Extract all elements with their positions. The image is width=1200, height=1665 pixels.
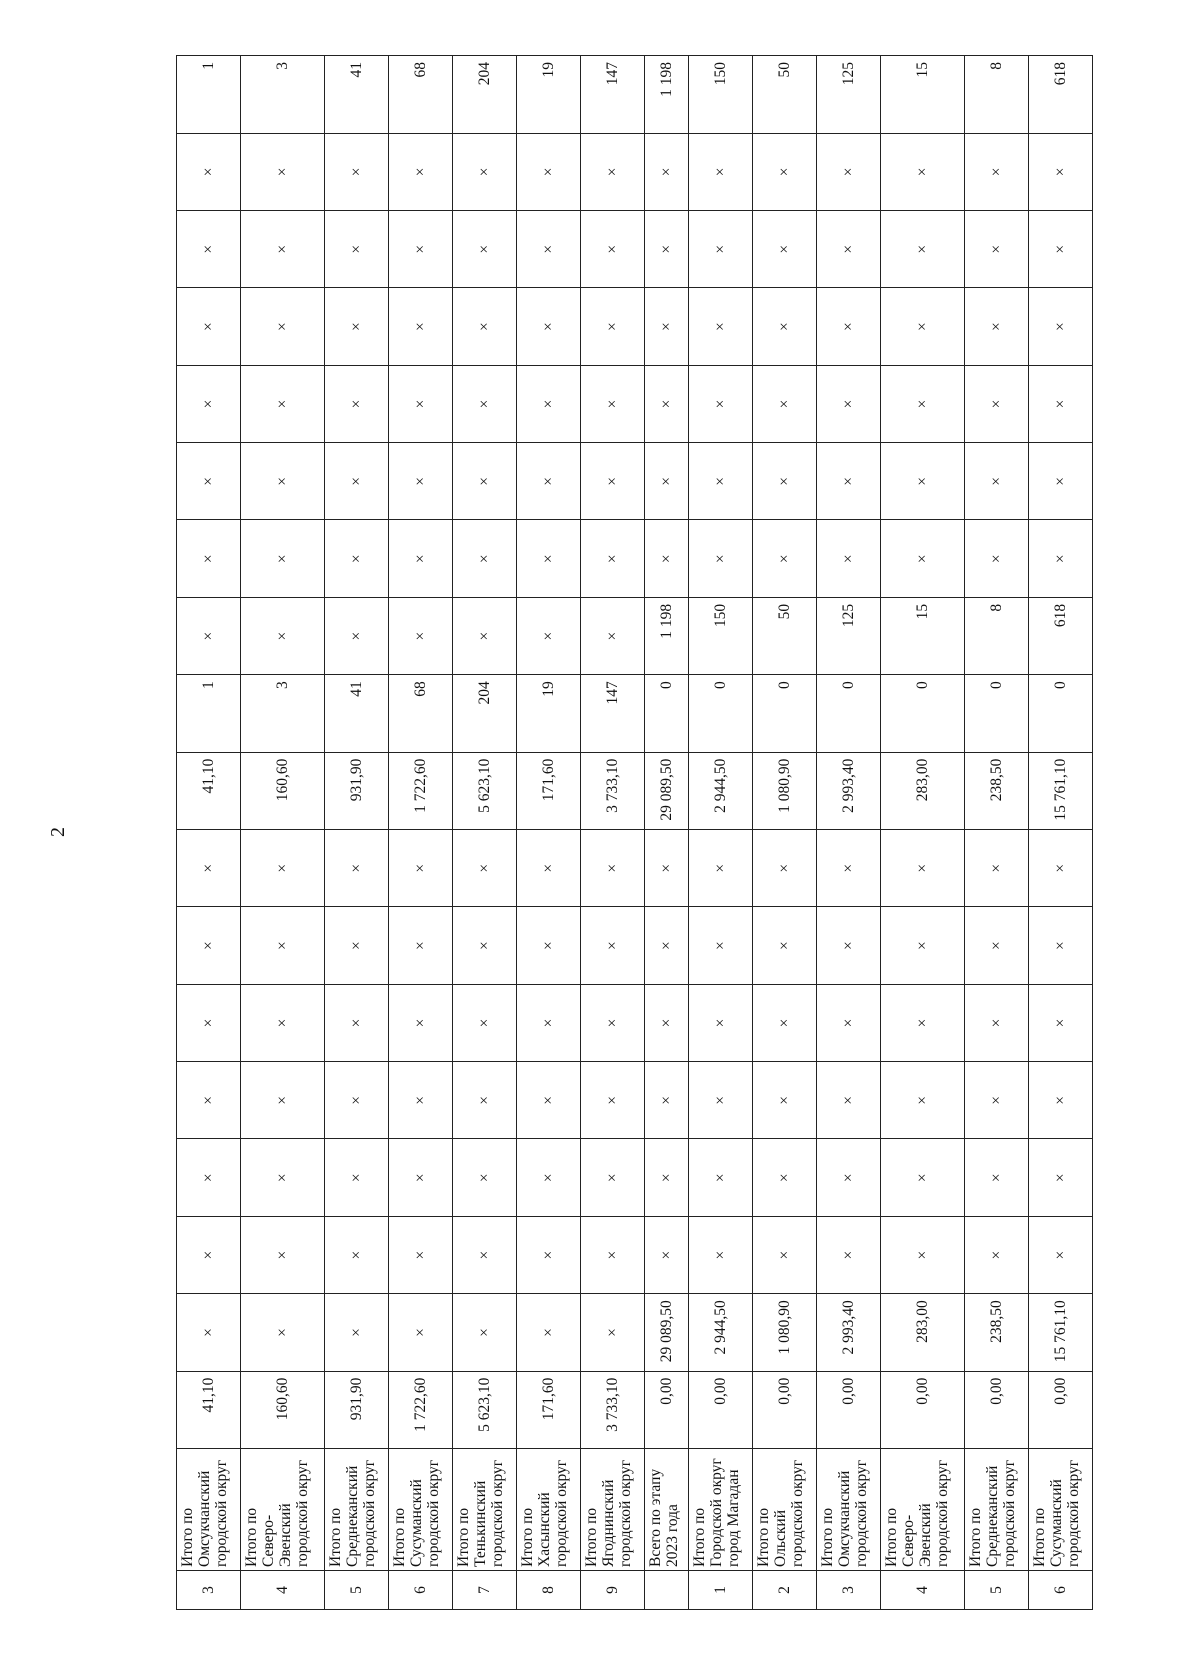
- value-cell: ×: [581, 830, 645, 907]
- value-cell: 618: [1028, 56, 1092, 134]
- value-cell: ×: [177, 907, 241, 984]
- data-table: [176, 55, 1093, 1610]
- value-cell: ×: [517, 1294, 581, 1371]
- value-cell: ×: [517, 443, 581, 520]
- value-cell: ×: [688, 520, 752, 597]
- value-cell: 0,00: [688, 1371, 752, 1448]
- value-cell: ×: [389, 597, 453, 674]
- value-cell: 15: [880, 597, 964, 674]
- value-cell: 68: [389, 56, 453, 134]
- value-cell: ×: [1028, 1062, 1092, 1139]
- value-cell: ×: [816, 907, 880, 984]
- value-cell: 3 733,10: [581, 1371, 645, 1448]
- value-cell: ×: [325, 1294, 389, 1371]
- district-name-cell: Всего по этапу 2023 года: [645, 1449, 689, 1571]
- value-cell: 41: [325, 56, 389, 134]
- value-cell: ×: [325, 597, 389, 674]
- value-cell: ×: [964, 133, 1028, 210]
- value-cell: ×: [816, 830, 880, 907]
- value-cell: ×: [688, 830, 752, 907]
- value-cell: 2 993,40: [816, 752, 880, 829]
- district-name-cell: Итого по Среднеканский городской округ: [964, 1449, 1028, 1571]
- value-cell: ×: [240, 907, 324, 984]
- value-cell: 2 944,50: [688, 752, 752, 829]
- table-row: [240, 56, 324, 1610]
- value-cell: ×: [645, 520, 689, 597]
- value-cell: 171,60: [517, 752, 581, 829]
- value-cell: ×: [880, 1062, 964, 1139]
- value-cell: ×: [389, 443, 453, 520]
- value-cell: 0: [964, 675, 1028, 752]
- value-cell: ×: [177, 1216, 241, 1293]
- value-cell: ×: [240, 443, 324, 520]
- value-cell: ×: [581, 520, 645, 597]
- row-number-cell: 9: [581, 1571, 645, 1610]
- row-number-cell: 6: [389, 1571, 453, 1610]
- value-cell: 8: [964, 56, 1028, 134]
- value-cell: ×: [517, 830, 581, 907]
- value-cell: ×: [688, 1216, 752, 1293]
- value-cell: ×: [752, 365, 816, 442]
- value-cell: ×: [453, 520, 517, 597]
- page-number: 2: [47, 827, 69, 837]
- value-cell: ×: [517, 1062, 581, 1139]
- value-cell: ×: [177, 597, 241, 674]
- value-cell: ×: [177, 830, 241, 907]
- value-cell: 0,00: [645, 1371, 689, 1448]
- value-cell: ×: [645, 830, 689, 907]
- value-cell: ×: [645, 1216, 689, 1293]
- value-cell: ×: [581, 365, 645, 442]
- value-cell: ×: [688, 1139, 752, 1216]
- rotated-table-container: [176, 55, 1093, 1610]
- value-cell: ×: [389, 133, 453, 210]
- row-number-cell: 4: [880, 1571, 964, 1610]
- value-cell: 41,10: [177, 1371, 241, 1448]
- value-cell: ×: [517, 1216, 581, 1293]
- value-cell: ×: [688, 288, 752, 365]
- value-cell: 0: [816, 675, 880, 752]
- value-cell: ×: [453, 1294, 517, 1371]
- value-cell: 283,00: [880, 752, 964, 829]
- value-cell: ×: [581, 288, 645, 365]
- value-cell: ×: [325, 1139, 389, 1216]
- value-cell: ×: [240, 1139, 324, 1216]
- value-cell: 15: [880, 56, 964, 134]
- value-cell: 0: [880, 675, 964, 752]
- district-name-cell: Итого по Сусуманский городской округ: [389, 1449, 453, 1571]
- value-cell: ×: [453, 443, 517, 520]
- value-cell: ×: [453, 211, 517, 288]
- value-cell: ×: [752, 907, 816, 984]
- value-cell: ×: [752, 1062, 816, 1139]
- value-cell: ×: [880, 520, 964, 597]
- value-cell: ×: [453, 597, 517, 674]
- table-row: [1028, 56, 1092, 1610]
- value-cell: ×: [752, 133, 816, 210]
- value-cell: ×: [581, 597, 645, 674]
- district-name-cell: Итого по Северо-Эвенский городской округ: [240, 1449, 324, 1571]
- value-cell: ×: [389, 288, 453, 365]
- value-cell: 150: [688, 56, 752, 134]
- value-cell: ×: [645, 1062, 689, 1139]
- row-number-cell: 7: [453, 1571, 517, 1610]
- value-cell: 0: [1028, 675, 1092, 752]
- table-row: [688, 56, 752, 1610]
- value-cell: ×: [1028, 288, 1092, 365]
- value-cell: ×: [880, 288, 964, 365]
- row-number-cell: 2: [752, 1571, 816, 1610]
- value-cell: ×: [389, 1216, 453, 1293]
- value-cell: 0: [688, 675, 752, 752]
- value-cell: ×: [581, 133, 645, 210]
- value-cell: ×: [816, 365, 880, 442]
- value-cell: ×: [240, 288, 324, 365]
- value-cell: 1 080,90: [752, 1294, 816, 1371]
- district-name-cell: Итого по Сусуманский городской округ: [1028, 1449, 1092, 1571]
- table-row: [517, 56, 581, 1610]
- value-cell: ×: [240, 984, 324, 1061]
- value-cell: ×: [1028, 133, 1092, 210]
- value-cell: 50: [752, 56, 816, 134]
- value-cell: ×: [177, 211, 241, 288]
- value-cell: ×: [964, 365, 1028, 442]
- value-cell: ×: [177, 984, 241, 1061]
- value-cell: ×: [752, 520, 816, 597]
- value-cell: ×: [453, 288, 517, 365]
- value-cell: ×: [389, 1062, 453, 1139]
- value-cell: ×: [517, 211, 581, 288]
- value-cell: ×: [240, 211, 324, 288]
- district-name-cell: Итого по Омсукчанский городской округ: [177, 1449, 241, 1571]
- value-cell: ×: [816, 443, 880, 520]
- value-cell: ×: [453, 365, 517, 442]
- value-cell: 15 761,10: [1028, 1294, 1092, 1371]
- value-cell: 238,50: [964, 752, 1028, 829]
- value-cell: ×: [688, 984, 752, 1061]
- table-row: [964, 56, 1028, 1610]
- value-cell: ×: [177, 443, 241, 520]
- row-number-cell: 5: [325, 1571, 389, 1610]
- value-cell: ×: [752, 1216, 816, 1293]
- value-cell: ×: [1028, 211, 1092, 288]
- value-cell: ×: [880, 830, 964, 907]
- value-cell: ×: [240, 365, 324, 442]
- value-cell: ×: [1028, 830, 1092, 907]
- value-cell: ×: [389, 211, 453, 288]
- value-cell: ×: [688, 211, 752, 288]
- value-cell: ×: [177, 520, 241, 597]
- value-cell: ×: [581, 443, 645, 520]
- value-cell: ×: [645, 443, 689, 520]
- value-cell: 283,00: [880, 1294, 964, 1371]
- row-number-cell: 8: [517, 1571, 581, 1610]
- value-cell: ×: [964, 984, 1028, 1061]
- value-cell: ×: [816, 520, 880, 597]
- value-cell: ×: [752, 288, 816, 365]
- value-cell: 0,00: [964, 1371, 1028, 1448]
- value-cell: ×: [325, 443, 389, 520]
- value-cell: 931,90: [325, 752, 389, 829]
- value-cell: ×: [325, 1216, 389, 1293]
- value-cell: ×: [752, 984, 816, 1061]
- value-cell: ×: [453, 1216, 517, 1293]
- value-cell: 2 944,50: [688, 1294, 752, 1371]
- value-cell: ×: [752, 211, 816, 288]
- value-cell: ×: [453, 830, 517, 907]
- value-cell: 150: [688, 597, 752, 674]
- value-cell: 171,60: [517, 1371, 581, 1448]
- row-number-cell: 3: [816, 1571, 880, 1610]
- value-cell: ×: [581, 907, 645, 984]
- value-cell: 5 623,10: [453, 1371, 517, 1448]
- value-cell: ×: [752, 443, 816, 520]
- value-cell: ×: [752, 1139, 816, 1216]
- district-name-cell: Итого по Среднеканский городской округ: [325, 1449, 389, 1571]
- value-cell: ×: [1028, 984, 1092, 1061]
- value-cell: ×: [389, 1139, 453, 1216]
- value-cell: ×: [688, 443, 752, 520]
- value-cell: 125: [816, 56, 880, 134]
- value-cell: 8: [964, 597, 1028, 674]
- value-cell: ×: [389, 830, 453, 907]
- value-cell: 29 089,50: [645, 1294, 689, 1371]
- value-cell: 0,00: [1028, 1371, 1092, 1448]
- value-cell: 50: [752, 597, 816, 674]
- value-cell: ×: [880, 1216, 964, 1293]
- value-cell: 2 993,40: [816, 1294, 880, 1371]
- value-cell: ×: [645, 907, 689, 984]
- value-cell: 68: [389, 675, 453, 752]
- row-number-cell: 4: [240, 1571, 324, 1610]
- value-cell: 0,00: [752, 1371, 816, 1448]
- value-cell: ×: [880, 365, 964, 442]
- value-cell: ×: [325, 984, 389, 1061]
- value-cell: ×: [453, 1062, 517, 1139]
- value-cell: 29 089,50: [645, 752, 689, 829]
- value-cell: ×: [581, 1062, 645, 1139]
- value-cell: ×: [688, 1062, 752, 1139]
- row-number-cell: 3: [177, 1571, 241, 1610]
- value-cell: 238,50: [964, 1294, 1028, 1371]
- value-cell: 0: [645, 675, 689, 752]
- value-cell: ×: [964, 443, 1028, 520]
- district-name-cell: Итого по Ягоднинский городской округ: [581, 1449, 645, 1571]
- value-cell: ×: [581, 211, 645, 288]
- value-cell: ×: [964, 1216, 1028, 1293]
- row-number-cell: 6: [1028, 1571, 1092, 1610]
- value-cell: ×: [240, 830, 324, 907]
- value-cell: ×: [517, 597, 581, 674]
- value-cell: ×: [240, 1062, 324, 1139]
- value-cell: 204: [453, 675, 517, 752]
- value-cell: 1: [177, 56, 241, 134]
- value-cell: ×: [177, 1062, 241, 1139]
- value-cell: 19: [517, 56, 581, 134]
- value-cell: ×: [816, 984, 880, 1061]
- table-row: [177, 56, 241, 1610]
- district-name-cell: Итого по Северо-Эвенский городской округ: [880, 1449, 964, 1571]
- value-cell: ×: [517, 1139, 581, 1216]
- value-cell: 618: [1028, 597, 1092, 674]
- value-cell: 160,60: [240, 1371, 324, 1448]
- value-cell: ×: [581, 984, 645, 1061]
- value-cell: ×: [880, 984, 964, 1061]
- value-cell: ×: [325, 288, 389, 365]
- value-cell: ×: [964, 211, 1028, 288]
- value-cell: ×: [964, 520, 1028, 597]
- value-cell: ×: [645, 984, 689, 1061]
- value-cell: ×: [325, 907, 389, 984]
- value-cell: ×: [453, 907, 517, 984]
- value-cell: ×: [1028, 1139, 1092, 1216]
- value-cell: ×: [964, 1062, 1028, 1139]
- value-cell: ×: [240, 597, 324, 674]
- value-cell: 125: [816, 597, 880, 674]
- value-cell: 1 198: [645, 597, 689, 674]
- value-cell: ×: [816, 133, 880, 210]
- value-cell: ×: [688, 907, 752, 984]
- value-cell: ×: [645, 211, 689, 288]
- value-cell: ×: [880, 443, 964, 520]
- value-cell: 41: [325, 675, 389, 752]
- value-cell: ×: [964, 1139, 1028, 1216]
- value-cell: ×: [389, 984, 453, 1061]
- value-cell: ×: [816, 1062, 880, 1139]
- value-cell: ×: [581, 1216, 645, 1293]
- value-cell: ×: [816, 1216, 880, 1293]
- table-row: [816, 56, 880, 1610]
- value-cell: ×: [517, 133, 581, 210]
- value-cell: ×: [1028, 365, 1092, 442]
- value-cell: ×: [453, 133, 517, 210]
- table-row: [581, 56, 645, 1610]
- value-cell: ×: [816, 288, 880, 365]
- row-number-cell: 5: [964, 1571, 1028, 1610]
- value-cell: 3 733,10: [581, 752, 645, 829]
- value-cell: ×: [1028, 443, 1092, 520]
- value-cell: ×: [389, 365, 453, 442]
- value-cell: 3: [240, 675, 324, 752]
- value-cell: 1 722,60: [389, 752, 453, 829]
- value-cell: ×: [177, 288, 241, 365]
- value-cell: ×: [816, 1139, 880, 1216]
- value-cell: 1 198: [645, 56, 689, 134]
- value-cell: 19: [517, 675, 581, 752]
- value-cell: 147: [581, 56, 645, 134]
- value-cell: ×: [645, 288, 689, 365]
- value-cell: ×: [752, 830, 816, 907]
- value-cell: ×: [816, 211, 880, 288]
- value-cell: ×: [325, 520, 389, 597]
- value-cell: ×: [325, 830, 389, 907]
- value-cell: 204: [453, 56, 517, 134]
- value-cell: ×: [964, 830, 1028, 907]
- value-cell: ×: [880, 907, 964, 984]
- table-row: [453, 56, 517, 1610]
- district-name-cell: Итого по Хасынский городской округ: [517, 1449, 581, 1571]
- value-cell: ×: [880, 1139, 964, 1216]
- value-cell: ×: [453, 1139, 517, 1216]
- value-cell: ×: [1028, 907, 1092, 984]
- district-name-cell: Итого по Ольский городской округ: [752, 1449, 816, 1571]
- value-cell: ×: [177, 133, 241, 210]
- value-cell: ×: [1028, 520, 1092, 597]
- value-cell: 0: [752, 675, 816, 752]
- value-cell: ×: [688, 365, 752, 442]
- value-cell: ×: [581, 1139, 645, 1216]
- value-cell: 41,10: [177, 752, 241, 829]
- district-name-cell: Итого по Городской округ город Магадан: [688, 1449, 752, 1571]
- value-cell: ×: [517, 907, 581, 984]
- value-cell: ×: [389, 1294, 453, 1371]
- value-cell: ×: [177, 1139, 241, 1216]
- row-number-cell: [645, 1571, 689, 1610]
- value-cell: ×: [645, 365, 689, 442]
- value-cell: ×: [517, 984, 581, 1061]
- value-cell: ×: [177, 1294, 241, 1371]
- value-cell: 1 722,60: [389, 1371, 453, 1448]
- table-row: [325, 56, 389, 1610]
- value-cell: 147: [581, 675, 645, 752]
- value-cell: ×: [645, 1139, 689, 1216]
- value-cell: 0,00: [880, 1371, 964, 1448]
- value-cell: ×: [517, 365, 581, 442]
- value-cell: ×: [325, 365, 389, 442]
- value-cell: ×: [964, 288, 1028, 365]
- value-cell: ×: [325, 211, 389, 288]
- value-cell: ×: [964, 907, 1028, 984]
- table-row: [645, 56, 689, 1610]
- value-cell: ×: [517, 520, 581, 597]
- value-cell: ×: [389, 520, 453, 597]
- value-cell: 3: [240, 56, 324, 134]
- value-cell: 931,90: [325, 1371, 389, 1448]
- district-name-cell: Итого по Тенькинский городской округ: [453, 1449, 517, 1571]
- value-cell: ×: [240, 1294, 324, 1371]
- value-cell: 0,00: [816, 1371, 880, 1448]
- table-row: [880, 56, 964, 1610]
- value-cell: ×: [517, 288, 581, 365]
- value-cell: ×: [880, 133, 964, 210]
- value-cell: 1 080,90: [752, 752, 816, 829]
- value-cell: ×: [645, 133, 689, 210]
- table-row: [752, 56, 816, 1610]
- row-number-cell: 1: [688, 1571, 752, 1610]
- value-cell: ×: [240, 133, 324, 210]
- value-cell: 160,60: [240, 752, 324, 829]
- value-cell: ×: [1028, 1216, 1092, 1293]
- value-cell: ×: [389, 907, 453, 984]
- value-cell: ×: [688, 133, 752, 210]
- table-row: [389, 56, 453, 1610]
- value-cell: ×: [453, 984, 517, 1061]
- value-cell: ×: [177, 365, 241, 442]
- value-cell: ×: [325, 133, 389, 210]
- value-cell: 1: [177, 675, 241, 752]
- value-cell: 5 623,10: [453, 752, 517, 829]
- district-name-cell: Итого по Омсукчанский городской округ: [816, 1449, 880, 1571]
- value-cell: 15 761,10: [1028, 752, 1092, 829]
- value-cell: ×: [325, 1062, 389, 1139]
- value-cell: ×: [581, 1294, 645, 1371]
- value-cell: ×: [880, 211, 964, 288]
- value-cell: ×: [240, 520, 324, 597]
- value-cell: ×: [240, 1216, 324, 1293]
